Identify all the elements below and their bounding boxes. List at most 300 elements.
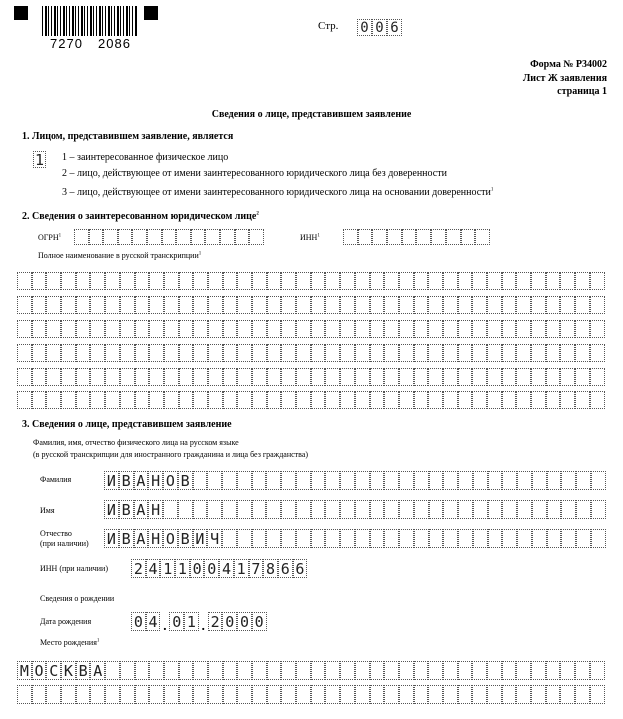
char-cell — [502, 529, 517, 548]
char-cell — [443, 344, 458, 362]
char-cell — [296, 471, 311, 490]
char-cell — [560, 661, 575, 680]
char-cell — [32, 344, 47, 362]
char-cell — [220, 229, 235, 245]
char-cell — [370, 391, 385, 409]
char-cell — [46, 685, 61, 704]
char-cell — [311, 391, 326, 409]
char-cell — [76, 344, 91, 362]
char-cell — [384, 529, 399, 548]
char-cell — [472, 272, 487, 290]
char-cell — [472, 685, 487, 704]
char-cell — [223, 368, 238, 386]
char-cell — [237, 272, 252, 290]
char-cell — [76, 272, 91, 290]
char-cell — [384, 685, 399, 704]
char-cell: 6 — [278, 559, 293, 578]
birth-info-label: Сведения о рождении — [40, 594, 115, 603]
char-cell: О — [163, 471, 178, 490]
char-cell — [207, 500, 222, 519]
char-cell — [237, 661, 252, 680]
char-cell — [32, 391, 47, 409]
char-cell — [547, 471, 562, 490]
char-cell — [17, 296, 32, 314]
char-cell — [343, 229, 358, 245]
char-cell — [267, 296, 282, 314]
char-cell — [560, 320, 575, 338]
char-cell — [532, 500, 547, 519]
birth-year-field[interactable] — [208, 612, 267, 631]
char-cell: 0 — [252, 612, 267, 631]
char-cell — [590, 685, 605, 704]
char-cell — [32, 685, 47, 704]
char-cell — [487, 368, 502, 386]
char-cell — [575, 685, 590, 704]
char-cell — [223, 685, 238, 704]
ogrn-label: ОГРН$^1$ — [38, 233, 62, 242]
char-cell — [32, 320, 47, 338]
char-cell: 4 — [146, 612, 161, 631]
char-cell: 0 — [357, 19, 372, 36]
char-cell — [252, 391, 267, 409]
char-cell — [281, 685, 296, 704]
char-cell — [105, 661, 120, 680]
char-cell — [560, 296, 575, 314]
char-cell — [458, 500, 473, 519]
char-cell — [208, 272, 223, 290]
char-cell — [296, 344, 311, 362]
char-cell — [222, 529, 237, 548]
char-cell — [355, 529, 370, 548]
char-cell — [576, 529, 591, 548]
full-name-row-4[interactable] — [17, 344, 605, 362]
char-cell — [590, 272, 605, 290]
birth-date-label: Дата рождения — [40, 617, 92, 626]
char-cell — [252, 272, 267, 290]
char-cell — [191, 229, 206, 245]
char-cell — [399, 661, 414, 680]
char-cell — [575, 296, 590, 314]
char-cell — [222, 500, 237, 519]
char-cell: 1 — [184, 612, 199, 631]
birth-place-row-2[interactable] — [17, 685, 605, 704]
char-cell: 0 — [190, 559, 205, 578]
char-cell — [502, 344, 517, 362]
org-inn-field[interactable] — [343, 229, 490, 245]
form-code: Форма № Р34002 — [530, 59, 607, 70]
char-cell — [74, 229, 89, 245]
char-cell — [487, 320, 502, 338]
char-cell — [267, 368, 282, 386]
char-cell — [355, 685, 370, 704]
char-cell — [32, 368, 47, 386]
char-cell: К — [61, 661, 76, 680]
char-cell — [340, 320, 355, 338]
char-cell — [32, 272, 47, 290]
char-cell — [546, 344, 561, 362]
char-cell — [193, 320, 208, 338]
char-cell — [384, 320, 399, 338]
char-cell: И — [193, 529, 208, 548]
char-cell: И — [104, 471, 119, 490]
char-cell — [296, 500, 311, 519]
ogrn-field[interactable] — [74, 229, 264, 245]
char-cell — [458, 344, 473, 362]
char-cell — [249, 229, 264, 245]
char-cell — [223, 272, 238, 290]
char-cell — [76, 296, 91, 314]
char-cell — [414, 296, 429, 314]
char-cell — [61, 296, 76, 314]
char-cell — [325, 529, 340, 548]
char-cell — [135, 368, 150, 386]
char-cell — [443, 529, 458, 548]
char-cell — [516, 685, 531, 704]
char-cell — [325, 368, 340, 386]
char-cell — [193, 272, 208, 290]
char-cell — [179, 368, 194, 386]
char-cell — [120, 272, 135, 290]
char-cell — [237, 368, 252, 386]
char-cell — [560, 685, 575, 704]
char-cell — [17, 391, 32, 409]
char-cell — [90, 320, 105, 338]
char-cell — [414, 500, 429, 519]
char-cell — [458, 529, 473, 548]
char-cell — [487, 685, 502, 704]
char-cell — [179, 685, 194, 704]
char-cell: В — [76, 661, 91, 680]
char-cell: М — [17, 661, 32, 680]
char-cell — [149, 368, 164, 386]
char-cell: 6 — [293, 559, 308, 578]
char-cell — [208, 685, 223, 704]
char-cell — [179, 391, 194, 409]
full-name-row-3[interactable] — [17, 320, 605, 338]
char-cell — [355, 320, 370, 338]
char-cell — [443, 391, 458, 409]
char-cell — [61, 685, 76, 704]
char-cell — [575, 661, 590, 680]
char-cell — [429, 500, 444, 519]
section3-note-line2: (в русской транскрипции для иностранного гражданина и лица без гражданства) — [33, 450, 309, 459]
char-cell — [266, 529, 281, 548]
char-cell — [208, 320, 223, 338]
char-cell — [252, 529, 267, 548]
option-3: 3 – лицо, действующее от имени заинтересованного юридического лица на основании доверенности$^1$ — [62, 187, 494, 198]
char-cell — [149, 391, 164, 409]
char-cell — [402, 229, 417, 245]
char-cell — [546, 661, 561, 680]
char-cell — [370, 500, 385, 519]
char-cell — [135, 296, 150, 314]
char-cell — [372, 229, 387, 245]
char-cell — [488, 500, 503, 519]
char-cell — [178, 500, 193, 519]
form-page: страница 1 — [557, 86, 607, 97]
char-cell — [17, 368, 32, 386]
char-cell — [576, 500, 591, 519]
char-cell — [546, 368, 561, 386]
char-cell — [163, 500, 178, 519]
char-cell — [531, 320, 546, 338]
char-cell — [252, 296, 267, 314]
char-cell — [46, 344, 61, 362]
char-cell — [531, 391, 546, 409]
char-cell — [531, 368, 546, 386]
char-cell — [252, 344, 267, 362]
char-cell — [370, 471, 385, 490]
char-cell — [429, 471, 444, 490]
char-cell — [46, 272, 61, 290]
char-cell — [46, 320, 61, 338]
char-cell — [591, 529, 606, 548]
char-cell — [591, 500, 606, 519]
char-cell: Ч — [207, 529, 222, 548]
full-name-label: Полное наименование в русской транскрипции$^1$ — [38, 251, 202, 260]
char-cell — [193, 296, 208, 314]
char-cell — [384, 391, 399, 409]
char-cell — [502, 685, 517, 704]
char-cell — [193, 685, 208, 704]
char-cell — [325, 344, 340, 362]
char-cell — [76, 391, 91, 409]
char-cell — [399, 368, 414, 386]
char-cell — [414, 685, 429, 704]
char-cell — [120, 344, 135, 362]
char-cell — [311, 685, 326, 704]
char-cell: 1 — [175, 559, 190, 578]
char-cell — [252, 500, 267, 519]
char-cell — [502, 368, 517, 386]
char-cell — [399, 344, 414, 362]
char-cell — [414, 320, 429, 338]
form-sheet: Лист Ж заявления — [522, 73, 607, 84]
barcode-number-left: 7270 — [50, 36, 83, 51]
char-cell: 0 — [169, 612, 184, 631]
char-cell — [340, 272, 355, 290]
char-cell: Н — [148, 500, 163, 519]
char-cell — [207, 471, 222, 490]
char-cell — [399, 500, 414, 519]
char-cell — [267, 685, 282, 704]
char-cell: 6 — [387, 19, 402, 36]
char-cell — [193, 368, 208, 386]
full-name-row-6[interactable] — [17, 391, 605, 409]
char-cell: А — [134, 500, 149, 519]
char-cell — [237, 529, 252, 548]
applicant-type-field[interactable] — [33, 151, 46, 168]
char-cell — [560, 391, 575, 409]
char-cell — [162, 229, 177, 245]
char-cell — [281, 344, 296, 362]
char-cell — [281, 296, 296, 314]
birth-month-field[interactable] — [169, 612, 198, 631]
char-cell — [46, 296, 61, 314]
char-cell — [176, 229, 191, 245]
surname-field[interactable] — [104, 471, 606, 490]
char-cell — [384, 272, 399, 290]
char-cell — [399, 272, 414, 290]
char-cell — [458, 272, 473, 290]
char-cell — [135, 272, 150, 290]
char-cell — [473, 500, 488, 519]
char-cell — [502, 272, 517, 290]
char-cell — [325, 500, 340, 519]
page-title: Сведения о лице, представившем заявление — [211, 109, 412, 120]
char-cell — [458, 320, 473, 338]
patronymic-field[interactable] — [104, 529, 606, 548]
char-cell — [103, 229, 118, 245]
person-inn-field[interactable] — [131, 559, 307, 578]
char-cell — [516, 661, 531, 680]
char-cell — [547, 529, 562, 548]
char-cell — [311, 272, 326, 290]
char-cell — [370, 368, 385, 386]
char-cell — [281, 391, 296, 409]
char-cell — [516, 272, 531, 290]
char-cell — [472, 391, 487, 409]
char-cell — [384, 661, 399, 680]
char-cell — [205, 229, 220, 245]
char-cell — [487, 296, 502, 314]
char-cell — [546, 296, 561, 314]
char-cell — [237, 320, 252, 338]
char-cell — [135, 320, 150, 338]
name-field[interactable] — [104, 500, 606, 519]
char-cell — [575, 320, 590, 338]
char-cell — [516, 368, 531, 386]
char-cell — [472, 320, 487, 338]
barcode-bars — [42, 6, 138, 36]
char-cell — [517, 471, 532, 490]
char-cell — [516, 320, 531, 338]
char-cell — [384, 344, 399, 362]
page-number-field[interactable] — [357, 19, 402, 36]
char-cell — [164, 368, 179, 386]
char-cell — [61, 320, 76, 338]
char-cell — [208, 661, 223, 680]
char-cell — [370, 685, 385, 704]
char-cell — [105, 685, 120, 704]
char-cell — [325, 272, 340, 290]
full-name-row-2[interactable] — [17, 296, 605, 314]
char-cell — [193, 344, 208, 362]
birth-day-field[interactable] — [131, 612, 160, 631]
char-cell: 0 — [204, 559, 219, 578]
char-cell — [46, 391, 61, 409]
char-cell — [458, 661, 473, 680]
char-cell — [431, 229, 446, 245]
char-cell: 0 — [372, 19, 387, 36]
char-cell: И — [104, 529, 119, 548]
birth-place-row-1[interactable] — [17, 661, 605, 680]
full-name-row-1[interactable] — [17, 272, 605, 290]
char-cell — [325, 471, 340, 490]
birth-date-field[interactable] — [131, 612, 267, 634]
char-cell — [340, 661, 355, 680]
char-cell — [561, 500, 576, 519]
char-cell — [61, 368, 76, 386]
person-inn-label: ИНН (при наличии) — [40, 564, 108, 573]
char-cell — [516, 391, 531, 409]
char-cell — [488, 471, 503, 490]
char-cell — [46, 368, 61, 386]
char-cell — [237, 685, 252, 704]
date-separator-2: . — [201, 614, 206, 634]
char-cell — [458, 296, 473, 314]
char-cell — [428, 296, 443, 314]
surname-label: Фамилия — [40, 475, 72, 484]
char-cell: С — [46, 661, 61, 680]
char-cell — [149, 685, 164, 704]
char-cell — [311, 529, 326, 548]
char-cell — [340, 500, 355, 519]
char-cell — [358, 229, 373, 245]
char-cell — [472, 368, 487, 386]
char-cell — [208, 344, 223, 362]
name-label: Имя — [40, 506, 55, 515]
char-cell — [428, 368, 443, 386]
char-cell — [443, 661, 458, 680]
char-cell — [179, 272, 194, 290]
char-cell — [414, 661, 429, 680]
char-cell — [502, 661, 517, 680]
char-cell — [458, 471, 473, 490]
char-cell — [473, 529, 488, 548]
char-cell — [164, 391, 179, 409]
char-cell — [164, 296, 179, 314]
char-cell — [472, 661, 487, 680]
patronymic-label: Отчество (при наличии) — [40, 529, 89, 548]
char-cell — [120, 368, 135, 386]
char-cell — [237, 500, 252, 519]
char-cell — [76, 685, 91, 704]
char-cell — [370, 320, 385, 338]
birth-place-label: Место рождения$^1$ — [40, 638, 100, 647]
char-cell — [296, 368, 311, 386]
char-cell — [17, 685, 32, 704]
char-cell — [267, 272, 282, 290]
char-cell — [575, 391, 590, 409]
char-cell — [458, 368, 473, 386]
char-cell — [399, 391, 414, 409]
char-cell — [547, 500, 562, 519]
char-cell — [135, 391, 150, 409]
char-cell: 4 — [146, 559, 161, 578]
char-cell — [193, 500, 208, 519]
char-cell — [487, 391, 502, 409]
char-cell — [252, 320, 267, 338]
char-cell — [531, 272, 546, 290]
char-cell — [428, 272, 443, 290]
char-cell — [193, 471, 208, 490]
char-cell — [590, 320, 605, 338]
char-cell — [473, 471, 488, 490]
char-cell — [17, 320, 32, 338]
char-cell — [370, 529, 385, 548]
full-name-row-5[interactable] — [17, 368, 605, 386]
char-cell — [252, 471, 267, 490]
char-cell — [384, 500, 399, 519]
char-cell — [223, 320, 238, 338]
char-cell: В — [178, 529, 193, 548]
char-cell — [164, 661, 179, 680]
char-cell: 0 — [131, 612, 146, 631]
char-cell: 7 — [249, 559, 264, 578]
char-cell — [531, 296, 546, 314]
option-2: 2 – лицо, действующее от имени заинтересованного юридического лица без доверенности — [62, 168, 447, 179]
